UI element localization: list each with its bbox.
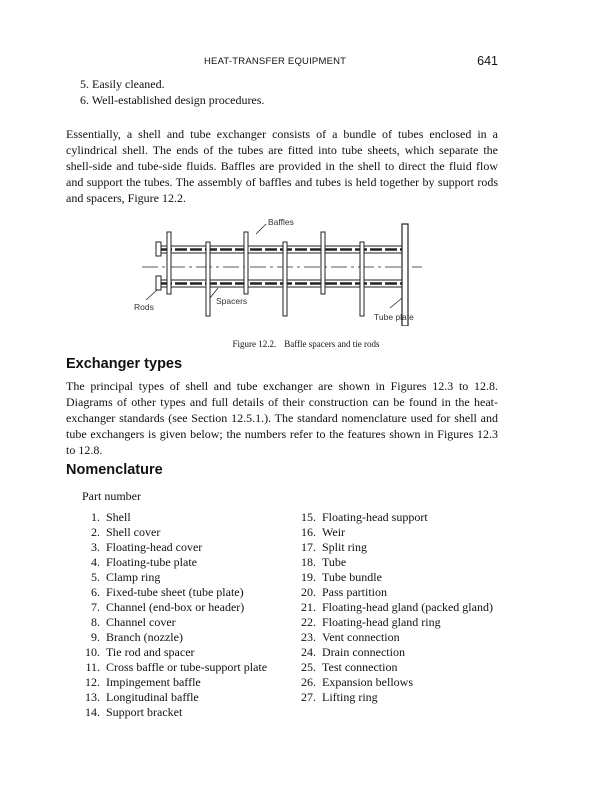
baffle (206, 242, 210, 316)
rod-nut-upper (156, 242, 161, 256)
label-tube-plate: Tube plate (374, 312, 414, 322)
nomenclature-item: 3. Floating-head cover (91, 540, 203, 554)
nomenclature-item: 8. Channel cover (91, 615, 176, 629)
figure-baffle-spacers (130, 214, 430, 326)
intro-paragraph: Essentially, a shell and tube exchanger consists of a bundle of tubes enclosed in a cylindrical shell. The ends of the tubes are fitted into tube sheets, which separate the shell-side and tube-side fluids. Baffles are provided in the shell to direct the fluid flow and support the tubes. The assembly of baffles and tubes is held together by support rods and spacers, Figure 12.2. (66, 127, 498, 205)
baffle-diagram (130, 214, 430, 326)
nomenclature-item: 17. Split ring (301, 540, 368, 554)
baffle (244, 232, 248, 294)
nomenclature-item: 11. Cross baffle or tube-support plate (85, 660, 268, 674)
nomenclature-item: 7. Channel (end-box or header) (91, 600, 245, 614)
baffle (321, 232, 325, 294)
tube-plate (402, 224, 408, 326)
nomenclature-item: 26. Expansion bellows (301, 675, 413, 689)
nomenclature-item: 20. Pass partition (301, 585, 387, 599)
nomenclature-item: 19. Tube bundle (301, 570, 382, 584)
nomenclature-left-column (82, 510, 267, 720)
nomenclature-item: 12. Impingement baffle (85, 675, 201, 689)
leader-baffles (256, 224, 266, 234)
baffle (283, 242, 287, 316)
heading-exchanger-types: Exchanger types (66, 356, 183, 372)
nomenclature-item: 22. Floating-head gland ring (301, 615, 441, 629)
part-number-label: Part number (82, 489, 141, 503)
running-header (66, 56, 498, 70)
nomenclature-item: 10. Tie rod and spacer (85, 645, 195, 659)
nomenclature-item: 14. Support bracket (85, 705, 183, 719)
label-rods: Rods (134, 302, 154, 312)
caption-number: Figure 12.2. (232, 339, 277, 349)
leader-tube-plate (390, 298, 402, 308)
nomenclature-item: 21. Floating-head gland (packed gland) (301, 600, 493, 614)
header-title: HEAT-TRANSFER EQUIPMENT (204, 56, 347, 67)
advantages-list-continued (80, 76, 264, 108)
nomenclature-item: 18. Tube (301, 555, 347, 569)
exchanger-types-paragraph: The principal types of shell and tube exchanger are shown in Figures 12.3 to 12.8. Diagrams of other types and full details of their construction can be found in the heat-exchanger standards (see Section 12.5.1.). The standard nomenclature used for shell and tube exchangers is given below; the numbers refer to the features shown in Figures 12.3 to 12.8. (66, 379, 498, 457)
figure-caption (0, 339, 612, 349)
nomenclature-item: 6. Fixed-tube sheet (tube plate) (91, 585, 244, 599)
label-spacers: Spacers (216, 296, 248, 306)
leader-rods (146, 290, 157, 300)
nomenclature-item: 5. Clamp ring (91, 570, 161, 584)
nomenclature-item: 4. Floating-tube plate (91, 555, 197, 569)
heading-nomenclature: Nomenclature (66, 462, 163, 478)
nomenclature-item: 13. Longitudinal baffle (85, 690, 199, 704)
nomenclature-item: 23. Vent connection (301, 630, 400, 644)
nomenclature-item: 24. Drain connection (301, 645, 405, 659)
caption-text: Baffle spacers and tie rods (284, 339, 380, 349)
nomenclature-item: 27. Lifting ring (301, 690, 378, 704)
list-item: 6. Well-established design procedures. (80, 93, 265, 107)
label-baffles: Baffles (268, 217, 294, 227)
nomenclature-item: 16. Weir (301, 525, 346, 539)
baffle (360, 242, 364, 316)
nomenclature-item: 1. Shell (91, 510, 131, 524)
nomenclature-item: 2. Shell cover (91, 525, 161, 539)
nomenclature-right-column (298, 510, 493, 705)
rod-nut-lower (156, 276, 161, 290)
baffle (167, 232, 171, 294)
nomenclature-item: 25. Test connection (301, 660, 398, 674)
page-number: 641 (477, 54, 498, 68)
nomenclature-item: 15. Floating-head support (301, 510, 428, 524)
nomenclature-item: 9. Branch (nozzle) (91, 630, 183, 644)
list-item: 5. Easily cleaned. (80, 77, 165, 91)
